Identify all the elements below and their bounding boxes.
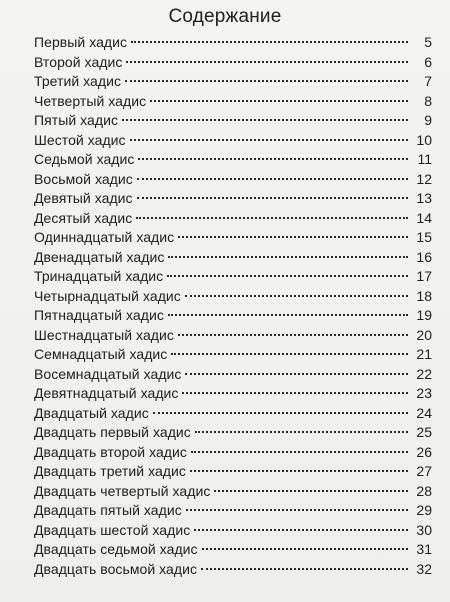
dot-leader <box>202 548 408 550</box>
page-number: 7 <box>424 73 432 89</box>
table-row <box>34 501 432 521</box>
entry-title: Восемнадцатый хадис <box>34 365 182 382</box>
page-number: 5 <box>424 34 432 50</box>
dot-leader <box>138 158 408 160</box>
entry-title: Третий хадис <box>34 73 122 89</box>
dot-leader <box>122 119 408 121</box>
dot-leader <box>137 178 408 180</box>
dot-leader <box>214 490 408 492</box>
table-row <box>34 92 432 112</box>
page-number: 32 <box>416 560 432 577</box>
page-number: 24 <box>416 404 432 421</box>
page-number: 19 <box>416 307 432 323</box>
dot-leader <box>186 509 408 511</box>
entry-title: Двадцать шестой хадис <box>34 521 191 538</box>
entry-title: Пятый хадис <box>34 112 118 128</box>
entry-title: Десятый хадис <box>34 209 133 226</box>
table-row <box>34 287 432 307</box>
dot-leader <box>150 100 408 102</box>
page-number: 26 <box>416 443 432 460</box>
dot-leader <box>195 431 408 433</box>
table-row <box>34 384 432 404</box>
entry-title: Шестой хадис <box>34 131 126 148</box>
entry-title: Двенадцатый хадис <box>34 248 165 265</box>
entry-title: Одиннадцатый хадис <box>34 229 175 245</box>
entry-title: Шестнадцатый хадис <box>34 326 174 343</box>
entry-title: Двадцать второй хадис <box>34 443 187 460</box>
page-number: 8 <box>424 92 432 109</box>
dot-leader <box>167 275 408 277</box>
page-number: 13 <box>416 190 432 206</box>
dot-leader <box>185 295 408 297</box>
table-row <box>34 72 432 92</box>
table-row <box>34 228 432 248</box>
entry-title: Двадцать седьмой хадис <box>34 541 198 557</box>
table-row <box>34 131 432 151</box>
page-number: 11 <box>417 151 432 167</box>
table-row <box>34 248 432 268</box>
table-row <box>34 209 432 229</box>
dot-leader <box>201 568 408 570</box>
dot-leader <box>178 334 408 336</box>
page-number: 27 <box>416 463 432 479</box>
dot-leader <box>168 314 408 316</box>
entry-title: Восьмой хадис <box>34 170 133 187</box>
dot-leader <box>126 61 408 63</box>
table-row <box>34 150 432 170</box>
page-number: 6 <box>424 53 432 70</box>
page-number: 12 <box>416 170 432 187</box>
entry-title: Тринадцатый хадис <box>34 268 164 284</box>
table-row <box>34 170 432 190</box>
page-number: 21 <box>416 346 432 362</box>
page-number: 28 <box>416 482 432 499</box>
entry-title: Семнадцатый хадис <box>34 346 168 362</box>
dot-leader <box>194 529 408 531</box>
page-number: 31 <box>416 541 432 557</box>
page-number: 17 <box>416 268 432 284</box>
table-row <box>34 189 432 209</box>
page-number: 14 <box>416 209 432 226</box>
dot-leader <box>130 139 408 141</box>
dot-leader <box>178 236 408 238</box>
page-number: 9 <box>424 112 432 128</box>
table-row <box>34 306 432 326</box>
table-row <box>34 33 432 53</box>
page-number: 10 <box>416 131 432 148</box>
table-row <box>34 482 432 502</box>
table-row <box>34 345 432 365</box>
dot-leader <box>190 470 408 472</box>
dot-leader <box>182 392 408 394</box>
entry-title: Первый хадис <box>34 34 128 50</box>
table-row <box>34 365 432 385</box>
page-number: 20 <box>416 326 432 343</box>
entry-title: Четырнадцатый хадис <box>34 287 181 304</box>
entry-title: Четвертый хадис <box>34 92 147 109</box>
page-number: 22 <box>416 365 432 382</box>
entry-title: Двадцать третий хадис <box>34 463 186 479</box>
dot-leader <box>171 353 408 355</box>
dot-leader <box>125 80 408 82</box>
table-row <box>34 521 432 541</box>
table-row <box>34 267 432 287</box>
dot-leader <box>153 412 408 414</box>
dot-leader <box>168 256 408 258</box>
dot-leader <box>136 217 408 219</box>
page-number: 29 <box>416 502 432 518</box>
dot-leader <box>131 41 408 43</box>
entry-title: Двадцать четвертый хадис <box>34 482 211 499</box>
page-number: 23 <box>416 385 432 401</box>
table-row <box>34 326 432 346</box>
entry-title: Двадцатый хадис <box>34 404 149 421</box>
table-row <box>34 53 432 73</box>
table-row <box>34 111 432 131</box>
entry-title: Девятнадцатый хадис <box>34 385 179 401</box>
table-row <box>34 540 432 560</box>
entry-title: Двадцать восьмой хадис <box>34 560 198 577</box>
dot-leader <box>191 451 408 453</box>
dot-leader <box>185 373 408 375</box>
entry-title: Двадцать первый хадис <box>34 424 191 440</box>
table-row <box>34 404 432 424</box>
entry-title: Седьмой хадис <box>34 151 135 167</box>
page-number: 16 <box>416 248 432 265</box>
page-number: 15 <box>416 229 432 245</box>
table-row <box>34 443 432 463</box>
entry-title: Второй хадис <box>34 53 123 70</box>
entry-title: Двадцать пятый хадис <box>34 502 182 518</box>
table-row <box>34 560 432 580</box>
table-row <box>34 462 432 482</box>
table-row <box>34 423 432 443</box>
dot-leader <box>137 197 408 199</box>
table-of-contents <box>34 33 432 579</box>
entry-title: Пятнадцатый хадис <box>34 307 164 323</box>
page-number: 25 <box>416 424 432 440</box>
entry-title: Девятый хадис <box>34 190 133 206</box>
page-number: 30 <box>416 521 432 538</box>
page-title: Содержание <box>168 6 282 27</box>
page-number: 18 <box>416 287 432 304</box>
